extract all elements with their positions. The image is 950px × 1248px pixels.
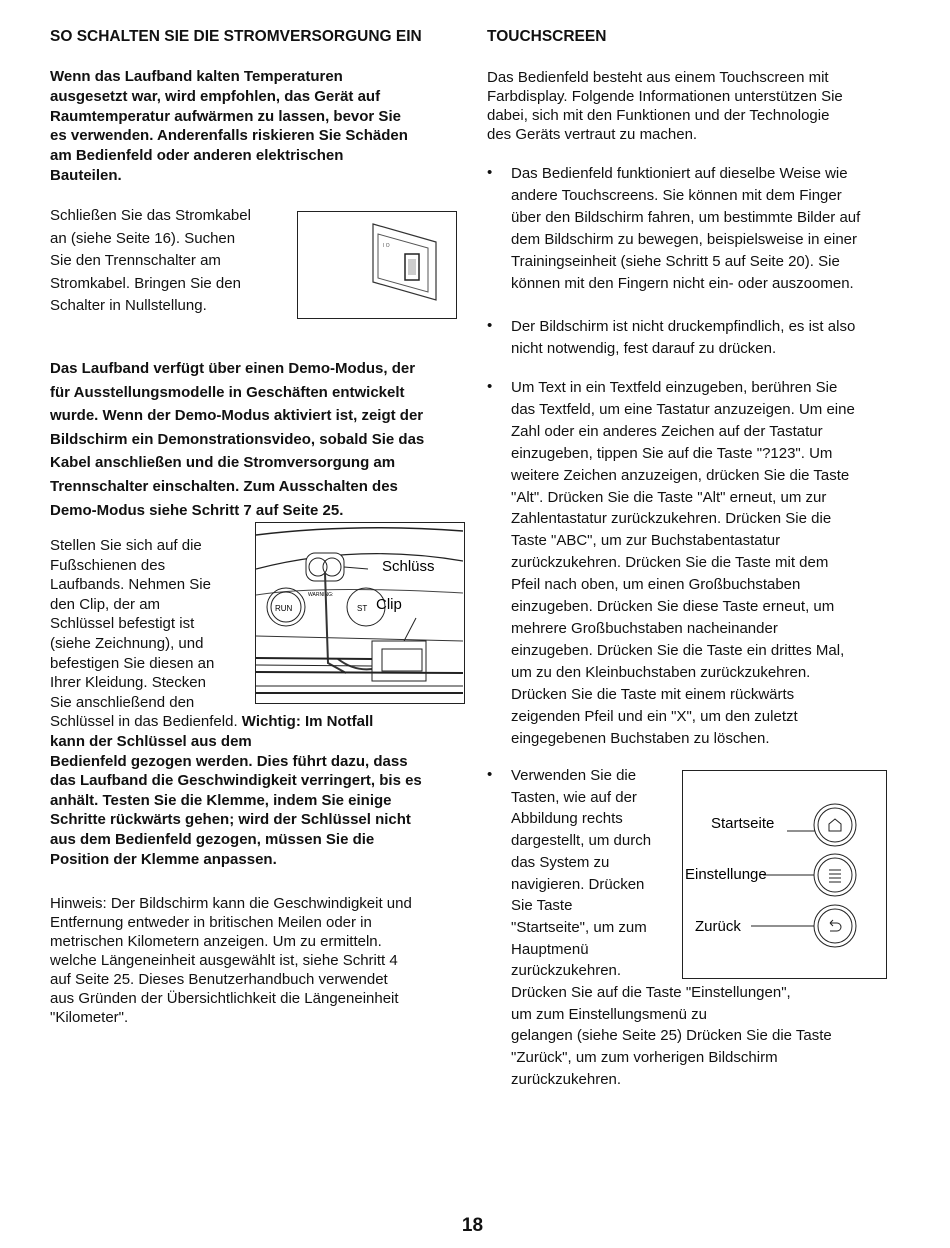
safety-key-figure	[255, 522, 465, 704]
svg-text:I O: I O	[383, 243, 390, 249]
clip-label: Clip	[376, 596, 402, 613]
cold-warning: Wenn das Laufband kalten Temperaturen ausgesetzt war, wird empfohlen, das Gerät auf Raumtemperatur aufwärmen zu lassen, bevor Sie es verwenden. Anderenfalls riskieren Sie Schäden am Bedienfeld oder anderen elektrischen Bauteilen.	[50, 68, 408, 184]
clip-important: Wichtig: Im Notfall kann der Schlüssel aus dem Bedienfeld gezogen werden. Dies führt dazu, dass das Laufband die Geschwindigkeit verringert, bis es anhält. Testen Sie die Klemme, indem Sie einige Schritte rückwärts gehen; wird der Schlüssel nicht aus dem Bedienfeld gezogen, müssen Sie die Position der Klemme anpassen.	[50, 713, 422, 868]
run-label: RUN	[275, 604, 293, 613]
bullet-icon: •	[487, 317, 493, 334]
units-note: Hinweis: Der Bildschirm kann die Geschwindigkeit und Entfernung entweder in britischen Meilen oder in metrischen Kilometern anzeigen. Um zu ermitteln. welche Längeneinheit ausgewählt ist, siehe Schritt 4 auf Seite 25. Dieses Benutzerhandbuch verwendet aus Gründen der Übersichtlichkeit die Längeneinheit "Kilometer".	[50, 895, 412, 1026]
bullet-icon: •	[487, 164, 493, 181]
settings-label: Einstellunge	[685, 866, 767, 883]
power-switch-figure	[297, 211, 457, 319]
power-instructions: Schließen Sie das Stromkabel an (siehe Seite 16). Suchen Sie den Trennschalter am Stromkabel. Bringen Sie den Schalter in Nullstellung.	[50, 207, 251, 314]
bullet-navigation: Verwenden Sie die Tasten, wie auf der Abbildung rechts dargestellt, um durch das System zu navigieren. Drücken Sie Taste "Startseite", um zum Hauptmenü zurückzukehren. Drücken Sie auf die Taste "Einstellungen", um zum Einstellungsmenü zu gelangen (siehe Seite 25) Drücken Sie die Taste "Zurück", um zum vorherigen Bildschirm zurückzukehren.	[511, 767, 832, 1088]
clip-text: Stellen Sie sich auf die Fußschienen des Laufbands. Nehmen Sie den Clip, der am Schlüssel befestigt ist (siehe Zeichnung), und befestigen Sie diesen an Ihrer Kleidung. Stecken Sie anschließend den Schlüssel in das Bedienfeld.	[50, 537, 238, 731]
bullet-icon: •	[487, 378, 493, 395]
bullet-swipe: Das Bedienfeld funktioniert auf dieselbe Weise wie andere Touchscreens. Sie können mit dem Finger über den Bildschirm fahren, um bestimmte Bilder auf dem Bildschirm zu bewegen, beispielsweise in einer Trainingseinheit (siehe Schritt 5 auf Seite 20). Sie können mit den Fingern nicht ein- oder auszoomen.	[511, 165, 861, 292]
power-heading: SO SCHALTEN SIE DIE STROMVERSORGUNG EIN	[50, 28, 422, 45]
bullet-keyboard: Um Text in ein Textfeld einzugeben, berühren Sie das Textfeld, um eine Tastatur anzuzeigen. Um eine Zahl oder ein anderes Zeichen auf der Tastatur einzugeben, tippen Sie auf die Taste "?123". Um weitere Zeichen anzuzeigen, drücken Sie die Taste "Alt". Drücken Sie die Taste "Alt" erneut, um zur Zahlentastatur zurückzukehren. Drücken Sie die Taste "ABC", um zur Buchstabentastatur zurückzukehren. Drücken Sie die Taste mit dem Pfeil nach oben, um einen Großbuchstaben einzugeben. Drücken Sie diese Taste erneut, um mehrere Großbuchstaben nacheinander einzugeben. Drücken Sie die Taste ein drittes Mal, um zu den Kleinbuchstaben zurückzukehren. Drücken Sie die Taste mit einem rückwärts zeigenden Pfeil und ein "X", um den zuletzt eingegebenen Buchstaben zu löschen.	[511, 379, 855, 747]
bullet-pressure: Der Bildschirm ist nicht druckempfindlich, es ist also nicht notwendig, fest darauf zu drücken.	[511, 318, 856, 357]
back-label: Zurück	[695, 918, 741, 935]
stop-label: ST	[357, 604, 368, 613]
nav-buttons-figure	[682, 770, 887, 979]
warning-label: WARNING:	[308, 592, 334, 598]
bullet-icon: •	[487, 766, 493, 783]
demo-mode-text: Das Laufband verfügt über einen Demo-Modus, der für Ausstellungsmodelle in Geschäften entwickelt wurde. Wenn der Demo-Modus aktiviert ist, zeigt der Bildschirm ein Demonstrationsvideo, sobald Sie das Kabel anschließen und die Stromversorgung am Trennschalter einschalten. Zum Ausschalten des Demo-Modus siehe Schritt 7 auf Seite 25.	[50, 360, 425, 519]
touchscreen-intro: Das Bedienfeld besteht aus einem Touchscreen mit Farbdisplay. Folgende Informationen unterstützen Sie dabei, sich mit den Funktionen und der Technologie des Geräts vertraut zu machen.	[487, 69, 843, 143]
home-label: Startseite	[711, 815, 775, 832]
key-label: Schlüss	[382, 558, 435, 575]
page-number: 18	[461, 1215, 484, 1236]
touchscreen-heading: TOUCHSCREEN	[487, 28, 607, 45]
